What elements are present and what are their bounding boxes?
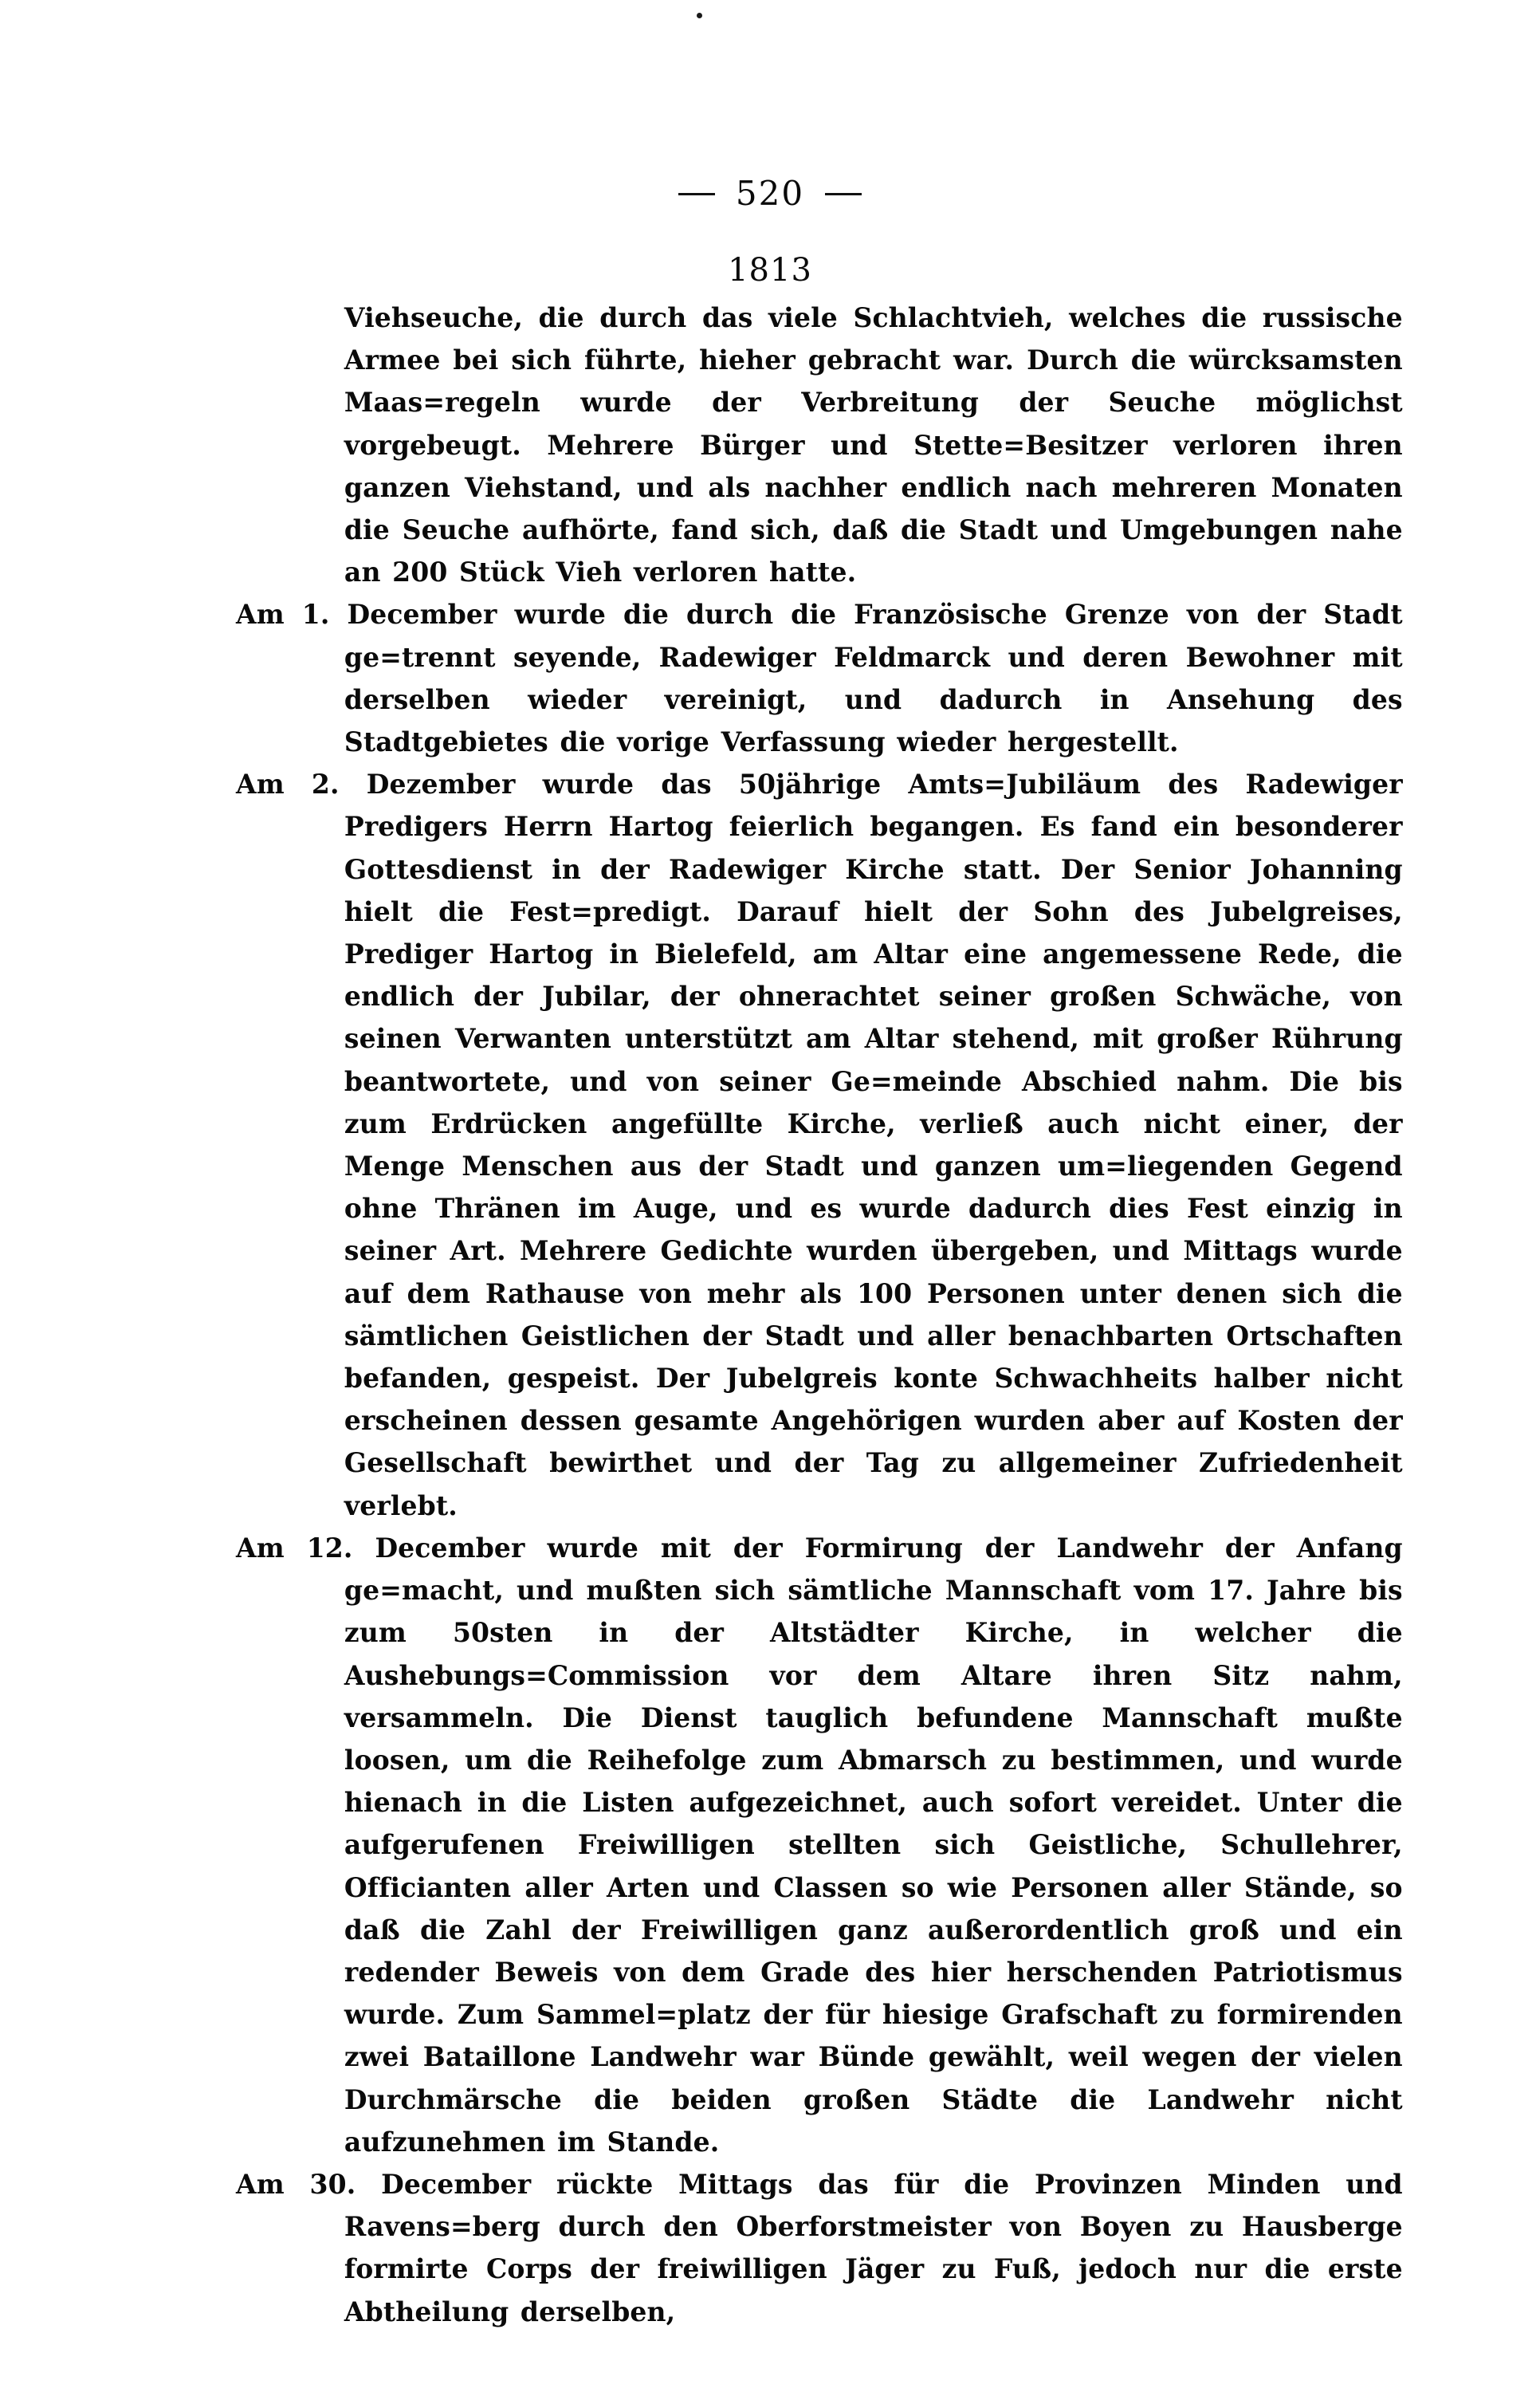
running-head-rule-right: [825, 193, 862, 195]
entry-paragraph-2-dezember: Am 2. Dezember wurde das 50jährige Amts=Jubiläum des Radewiger Predigers Herrn Hartog feierlich begangen. Es fand ein besonderer Gottesdienst in der Radewiger Kirche statt. Der Senior Johanning hielt die Fest=predigt. Darauf hielt der Sohn des Jubelgreises, Prediger Hartog in Bielefeld, am Altar eine angemessene Rede, die endlich der Jubilar, der ohnerachtet seiner großen Schwäche, von seinen Verwanten unterstützt am Altar stehend, mit großer Rührung beantwortete, und von seiner Ge=meinde Abschied nahm. Die bis zum Erdrücken angefüllte Kirche, verließ auch nicht einer, der Menge Menschen aus der Stadt und ganzen um=liegenden Gegend ohne Thränen im Auge, und es wurde dadurch dies Fest einzig in seiner Art. Mehrere Gedichte wurden übergeben, und Mittags wurde auf dem Rathause von mehr als 100 Personen unter denen sich die sämtlichen Geistlichen der Stadt und aller benachbarten Ortschaften befanden, gespeist. Der Jubelgreis konte Schwachheits halber nicht erscheinen dessen gesamte Angehörigen wurden aber auf Kosten der Gesellschaft bewirthet und der Tag zu allgemeiner Zufriedenheit verlebt.: [236, 769, 1403, 1521]
running-head-rule-left: [678, 193, 715, 195]
entry-paragraph-1-december: Am 1. December wurde die durch die Französische Grenze von der Stadt ge=trennt seyende, Radewiger Feldmarck und deren Bewohner mit derselben wieder vereinigt, und dadurch in Ansehung des Stadtgebietes die vorige Verfassung wieder hergestellt.: [236, 599, 1403, 758]
running-head: [0, 174, 1540, 213]
year-heading: 1813: [728, 252, 812, 289]
entry-paragraph-30-december: Am 30. December rückte Mittags das für die Provinzen Minden und Ravens=berg durch den Oberforstmeister von Boyen zu Hausberge formirte Corps der freiwilligen Jäger zu Fuß, jedoch nur die erste Abtheilung derselben,: [236, 2168, 1403, 2327]
entry-paragraph-12-december: Am 12. December wurde mit der Formirung der Landwehr der Anfang ge=macht, und mußten sich sämtliche Mannschaft vom 17. Jahre bis zum 50sten in der Altstädter Kirche, in welcher die Aushebungs=Commission vor dem Altare ihren Sitz nahm, versammeln. Die Dienst tauglich befundene Mannschaft mußte loosen, um die Reihefolge zum Abmarsch zu bestimmen, und wurde hienach in die Listen aufgezeichnet, auch sofort vereidet. Unter die aufgerufenen Freiwilligen stellten sich Geistliche, Schullehrer, Officianten aller Arten und Classen so wie Personen aller Stände, so daß die Zahl der Freiwilligen ganz außerordentlich groß und ein redender Beweis von dem Grade des hier herschenden Patriotismus wurde. Zum Sammel=platz der für hiesige Grafschaft zu formirenden zwei Bataillone Landwehr war Bünde gewählt, weil wegen der vielen Durchmärsche die beiden großen Städte die Landwehr nicht aufzunehmen im Stande.: [236, 1532, 1403, 2158]
scan-artifact-speck: [697, 13, 702, 18]
main-text-block: [236, 297, 1420, 2333]
continued-paragraph: Viehseuche, die durch das viele Schlachtvieh, welches die russische Armee bei sich führte, hieher gebracht war. Durch die würcksamsten Maas=regeln wurde der Verbreitung der Seuche möglichst vorgebeugt. Mehrere Bürger und Stette=Besitzer verloren ihren ganzen Viehstand, und als nachher endlich nach mehreren Monaten die Seuche aufhörte, fand sich, daß die Stadt und Umgebungen nahe an 200 Stück Vieh verloren hatte.: [344, 302, 1403, 588]
page-number: 520: [735, 174, 805, 213]
